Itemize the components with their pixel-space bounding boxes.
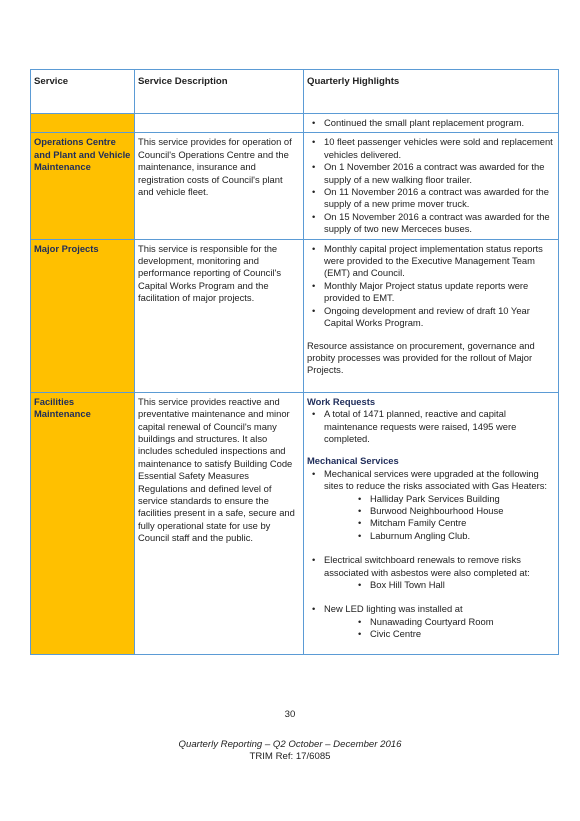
highlights-list [307, 117, 555, 129]
quarterly-report-table [30, 69, 559, 655]
sub-list-item: • Box Hill Town Hall [370, 579, 555, 591]
highlights-cell [304, 133, 559, 239]
list-item: • On 11 November 2016 a contract was awarded for the supply of a new prime mover truck. [324, 186, 555, 211]
section-title-mechanical: Mechanical Services [307, 455, 399, 467]
page-footer [0, 739, 580, 763]
highlights-list [307, 468, 555, 641]
header-highlights: Quarterly Highlights [304, 70, 559, 114]
footer-report-title: Quarterly Reporting – Q2 October – December 2016 [178, 739, 402, 750]
service-cell: Facilities Maintenance [31, 392, 135, 654]
list-item: • Monthly capital project implementation status reports were provided to the Executive Management Team (EMT) and Council. [324, 243, 555, 280]
list-item: • Continued the small plant replacement program. [324, 117, 555, 129]
table-row-operations [31, 133, 559, 239]
footer-trim-ref: TRIM Ref: 17/6085 [249, 751, 331, 762]
list-item [324, 554, 555, 603]
description-cell: This service is responsible for the development, monitoring and performance reporting of Council's Capital Works Program and the facilitation of major projects. [135, 239, 304, 392]
sub-list-item: • Civic Centre [370, 628, 555, 640]
table-row-facilities [31, 392, 559, 654]
list-item: • 10 fleet passenger vehicles were sold and replacement vehicles delivered. [324, 136, 555, 161]
service-cell-empty [31, 114, 135, 133]
header-description: Service Description [135, 70, 304, 114]
electrical-intro: Electrical switchboard renewals to remove risks associated with asbestos were also completed at: [324, 554, 530, 578]
list-item [324, 468, 555, 554]
table-row-major-projects [31, 239, 559, 392]
list-item: • On 15 November 2016 a contract was awarded for the supply of two new Merceces buses. [324, 211, 555, 236]
highlights-list [307, 136, 555, 235]
highlights-list [307, 243, 555, 330]
table-header-row [31, 70, 559, 114]
section-title-work-requests: Work Requests [307, 395, 376, 407]
sub-list-item: • Burwood Neighbourhood House [370, 505, 555, 517]
list-item [324, 603, 555, 640]
description-cell: This service provides for operation of Council's Operations Centre and the maintenance, insurance and registration costs of Council's plant and vehicle fleet. [135, 133, 304, 239]
highlight-note: Resource assistance on procurement, governance and probity processes was provided for the rollout of Major Projects. [307, 339, 535, 376]
service-cell: Major Projects [31, 239, 135, 392]
page-number: 30 [284, 709, 296, 720]
table-row-continued [31, 114, 559, 133]
service-cell: Operations Centre and Plant and Vehicle Maintenance [31, 133, 135, 239]
highlights-list [307, 408, 555, 445]
highlights-cell [304, 114, 559, 133]
sub-list-item: • Laburnum Angling Club. [370, 530, 555, 542]
list-item: • Monthly Major Project status update reports were provided to EMT. [324, 280, 555, 305]
sub-list-item: • Mitcham Family Centre [370, 517, 555, 529]
highlights-cell [304, 392, 559, 654]
sub-list-led-sites [324, 616, 555, 641]
mechanical-intro: Mechanical services were upgraded at the following sites to reduce the risks associated with Gas Heaters: [324, 467, 548, 492]
description-cell: This service provides reactive and preventative maintenance and minor capital renewal of Council's many buildings and structures. It also includes scheduled inspections and maintenance to satisfy Building Code Essential Safety Measures Regulations and defined level of service standards to ensure the facilities present in a safe, secure and fully operational state for use by Council staff and the public. [135, 392, 304, 654]
list-item: • A total of 1471 planned, reactive and capital maintenance requests were raised, 1495 were completed. [324, 408, 555, 445]
highlights-cell [304, 239, 559, 392]
list-item: • On 1 November 2016 a contract was awarded for the supply of a new walking floor trailer. [324, 161, 555, 186]
description-cell-empty [135, 114, 304, 133]
sub-list-mechanical-sites [324, 493, 555, 543]
sub-list-item: • Nunawading Courtyard Room [370, 616, 555, 628]
sub-list-item: • Halliday Park Services Building [370, 493, 555, 505]
led-intro: New LED lighting was installed at [324, 603, 463, 615]
sub-list-electrical-sites [324, 579, 555, 591]
header-service: Service [31, 70, 135, 114]
list-item: • Ongoing development and review of draft 10 Year Capital Works Program. [324, 305, 555, 330]
